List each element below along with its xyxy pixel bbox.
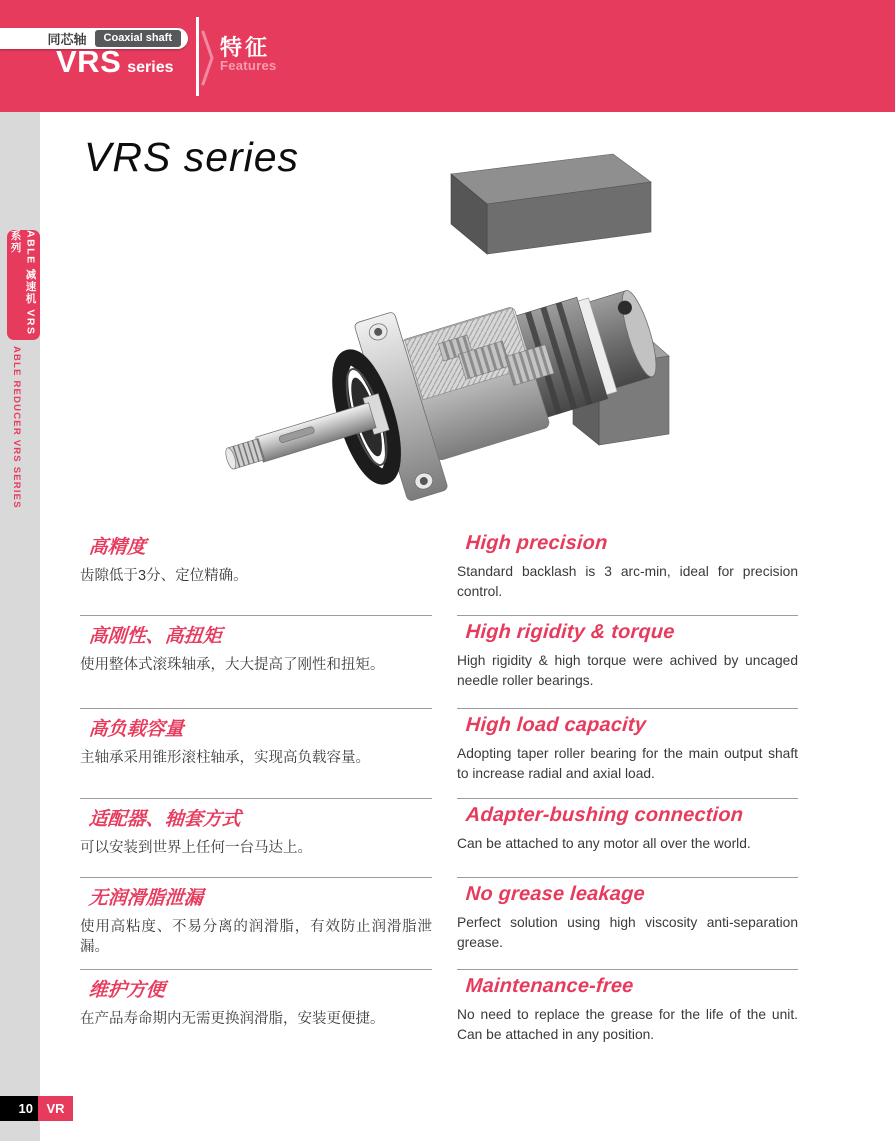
- feature-en-title: Adapter-bushing connection: [465, 804, 745, 826]
- series-name: [56, 46, 174, 77]
- feature-zh: [80, 527, 432, 616]
- feature-zh: [80, 970, 432, 1050]
- page-series-code: VR: [38, 1096, 73, 1121]
- feature-en: [457, 616, 798, 709]
- series-name-main: VRS: [56, 44, 122, 79]
- feature-en: [457, 878, 798, 970]
- feature-en: [457, 709, 798, 799]
- feature-zh: [80, 878, 432, 970]
- feature-en-body: No need to replace the grease for the life of the unit. Can be attached in any position.: [457, 1007, 798, 1042]
- feature-list: [80, 527, 798, 1050]
- feature-zh-body: 主轴承采用锥形滚柱轴承，实现高负载容量。: [80, 750, 370, 766]
- feature-en-title: Maintenance-free: [465, 975, 635, 997]
- feature-zh: [80, 799, 432, 878]
- feature-en-body: Adopting taper roller bearing for the main output shaft to increase radial and axial load.: [457, 746, 798, 781]
- feature-zh-title: 高负载容量: [88, 719, 185, 740]
- feature-en-body: Perfect solution using high viscosity anti-separation grease.: [457, 915, 798, 950]
- page-header: [0, 0, 895, 112]
- feature-en-title: High precision: [465, 532, 609, 554]
- feature-en-title: High rigidity & torque: [465, 621, 676, 643]
- feature-zh: [80, 616, 432, 709]
- feature-zh-title: 高刚性、高扭矩: [88, 626, 223, 647]
- feature-en-body: High rigidity & high torque were achived by uncaged needle roller bearings.: [457, 653, 798, 688]
- header-divider: [196, 17, 199, 96]
- feature-zh-body: 可以安装到世界上任何一台马达上。: [80, 840, 312, 856]
- product-type-en-badge: Coaxial shaft: [95, 30, 181, 47]
- feature-zh-body: 在产品寿命期内无需更换润滑脂，安装更便捷。: [80, 1011, 385, 1027]
- product-type-zh: 同芯轴: [47, 32, 87, 47]
- page-number: 10: [0, 1096, 38, 1121]
- feature-en-title: No grease leakage: [465, 883, 646, 905]
- section-title-zh: 特征: [220, 35, 271, 60]
- series-name-sub: series: [127, 59, 174, 76]
- feature-en: [457, 527, 798, 616]
- feature-en: [457, 970, 798, 1050]
- section-title-en: Features: [220, 58, 277, 73]
- feature-en-body: Can be attached to any motor all over the world.: [457, 836, 751, 851]
- feature-zh-body: 使用整体式滚珠轴承，大大提高了刚性和扭矩。: [80, 657, 385, 673]
- bracket-block-top: [451, 154, 651, 254]
- sidebar-series-label: ABLE REDUCER VRS SERIES: [11, 346, 22, 509]
- chevron-right-icon: [201, 30, 215, 91]
- feature-en: [457, 799, 798, 878]
- feature-en-body: Standard backlash is 3 arc-min, ideal for precision control.: [457, 564, 798, 599]
- feature-zh-body: 使用高粘度、不易分离的润滑脂，有效防止润滑脂泄漏。: [80, 919, 432, 956]
- side-strip: [0, 112, 40, 1141]
- sidebar-series-tab: ABLE 减速机 VRS系列: [7, 230, 40, 340]
- feature-zh-title: 无润滑脂泄漏: [88, 888, 204, 909]
- feature-en-title: High load capacity: [465, 714, 647, 736]
- feature-zh-title: 维护方便: [88, 980, 166, 1001]
- gearbox-cutaway-image: [215, 148, 680, 513]
- feature-zh-body: 齿隙低于3分、定位精确。: [80, 568, 248, 584]
- page-title: VRS series: [84, 134, 300, 180]
- feature-zh-title: 适配器、轴套方式: [88, 809, 242, 830]
- feature-zh: [80, 709, 432, 799]
- feature-zh-title: 高精度: [88, 537, 147, 558]
